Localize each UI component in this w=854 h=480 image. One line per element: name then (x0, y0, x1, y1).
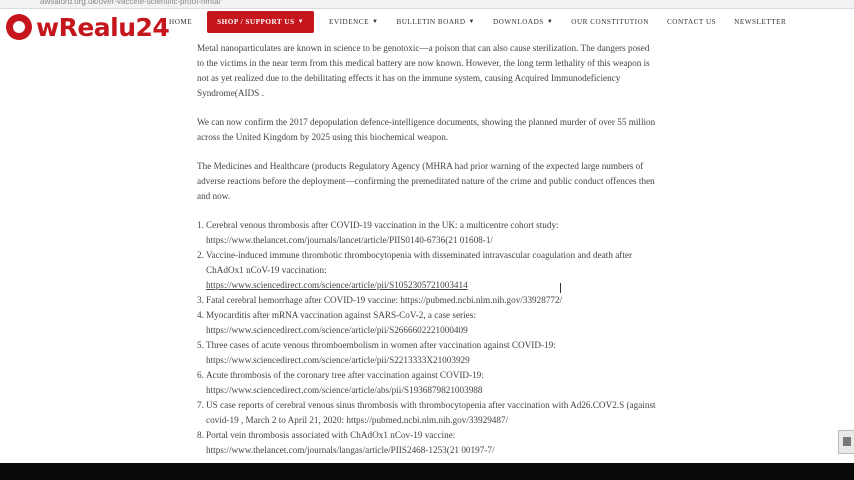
article-paragraph: The Medicines and Healthcare (products Regulatory Agency (MHRA had prior warning of the expected large numbers of adverse reactions before the deployment—confirming the premeditated nature of the crime and public conduct offences then and now. (197, 161, 655, 201)
nav-item-downloads[interactable] (484, 18, 562, 26)
reference-item (197, 248, 657, 293)
nav-item-home[interactable] (160, 18, 201, 26)
nav-label: SHOP / SUPPORT US (217, 18, 295, 26)
video-bottom-bar (0, 463, 854, 480)
reference-title[interactable]: Fatal cerebral hemorrhage after COVID-19 vaccine: https://pubmed.ncbi.nlm.nih.gov/33928772/ (206, 295, 563, 305)
logo-mark-icon (6, 14, 32, 40)
reference-title: Myocarditis after mRNA vaccination against SARS-CoV-2, a case series: (206, 310, 476, 320)
nav-label: OUR CONSTITUTION (571, 18, 649, 26)
reference-title: Three cases of acute venous thromboembolism in women after vaccination against COVID-19: (206, 340, 556, 350)
reference-item (197, 308, 657, 338)
reference-item (197, 368, 657, 398)
main-navigation (160, 11, 795, 33)
nav-label: DOWNLOADS (492, 18, 544, 26)
reference-number: 8. (197, 430, 204, 440)
nav-item-shop-support[interactable] (207, 11, 314, 33)
nav-label: NEWSLETTER (734, 18, 787, 26)
article-paragraph: We can now confirm the 2017 depopulation defence-intelligence documents, showing the planned murder of over 55 million across the United Kingdom by 2025 using this biochemical weapon. (197, 117, 656, 142)
reference-item (197, 428, 657, 458)
chevron-down-icon: ▼ (546, 19, 554, 25)
nav-label: CONTACT US (666, 18, 717, 26)
reference-number: 6. (197, 370, 204, 380)
reference-number: 5. (197, 340, 204, 350)
nav-item-bulletin-board[interactable] (387, 18, 484, 26)
nav-label: EVIDENCE (329, 18, 369, 26)
reference-title: Vaccine-induced immune thrombotic thrombocytopenia with disseminated intravascular coagulation and death after ChAdOx1 nCoV-19 vaccination: (206, 250, 633, 275)
chevron-down-icon: ▼ (371, 19, 379, 25)
reference-title: Acute thrombosis of the coronary tree after vaccination against COVID-19: (206, 370, 484, 380)
reference-link[interactable]: https://www.sciencedirect.com/science/article/pii/S2666602221000409 (206, 325, 468, 335)
chevron-down-icon: ▼ (468, 19, 475, 25)
nav-item-constitution[interactable] (562, 18, 658, 26)
nav-label: HOME (169, 18, 193, 26)
reference-list (197, 218, 657, 458)
reference-link[interactable]: https://www.sciencedirect.com/science/article/abs/pii/S1936879821003988 (206, 385, 483, 395)
reference-number: 1. (197, 220, 204, 230)
reference-link[interactable]: https://www.thelancet.com/journals/langas/article/PIIS2468-1253(21 00197-7/ (206, 445, 495, 455)
reference-number: 4. (197, 310, 204, 320)
browser-address-bar[interactable] (0, 0, 854, 9)
text-cursor-icon (560, 283, 561, 293)
scroll-to-top-button[interactable] (838, 430, 854, 454)
reference-link[interactable]: https://www.thelancet.com/journals/lancet/article/PIIS0140-6736(21 01608-1/ (206, 235, 493, 245)
site-logo[interactable] (6, 11, 169, 43)
address-url[interactable]: awsalord.org.uk/over-vaccine-scientific-proof-hmta/ (40, 0, 221, 6)
article-body (197, 41, 657, 458)
reference-link[interactable]: https://www.sciencedirect.com/science/article/pii/S1052305721003414 (206, 280, 468, 290)
article-paragraph: Metal nanoparticulates are known in science to be genotoxic—a poison that can also cause sterilization. The dangers posed to the victims in the near term from this medical battery are now known. However, the long term lethality of this weapon is not as yet realized due to the debilitating effects it has on the immune system, causing Acquired Immunodeficiency Syndrome(AIDS . (197, 43, 650, 98)
reference-item (197, 293, 657, 308)
reference-number: 2. (197, 250, 204, 260)
reference-item (197, 338, 657, 368)
nav-label: BULLETIN BOARD (396, 18, 466, 26)
logo-text: wRealu24 (36, 12, 170, 42)
reference-link[interactable]: https://www.sciencedirect.com/science/article/pii/S2213333X21003929 (206, 355, 470, 365)
chevron-down-icon: ▼ (297, 19, 305, 25)
reference-item (197, 218, 657, 248)
nav-item-evidence[interactable] (320, 18, 387, 26)
reference-title: Portal vein thrombosis associated with ChAdOx1 nCov-19 vaccine: (206, 430, 456, 440)
nav-item-newsletter[interactable] (725, 18, 795, 26)
reference-title: Cerebral venous thrombosis after COVID-19 vaccination in the UK: a multicentre cohort study: (206, 220, 559, 230)
reference-item (197, 398, 657, 428)
nav-item-contact[interactable] (658, 18, 725, 26)
reference-number: 3. (197, 295, 204, 305)
reference-title[interactable]: US case reports of cerebral venous sinus thrombosis with thrombocytopenia after vaccination with Ad26.COV2.S (against covid-19 , March 2 to April 21, 2020: https://pubmed.ncbi.nlm.nih.gov/33929487/ (206, 400, 656, 425)
reference-number: 7. (197, 400, 204, 410)
